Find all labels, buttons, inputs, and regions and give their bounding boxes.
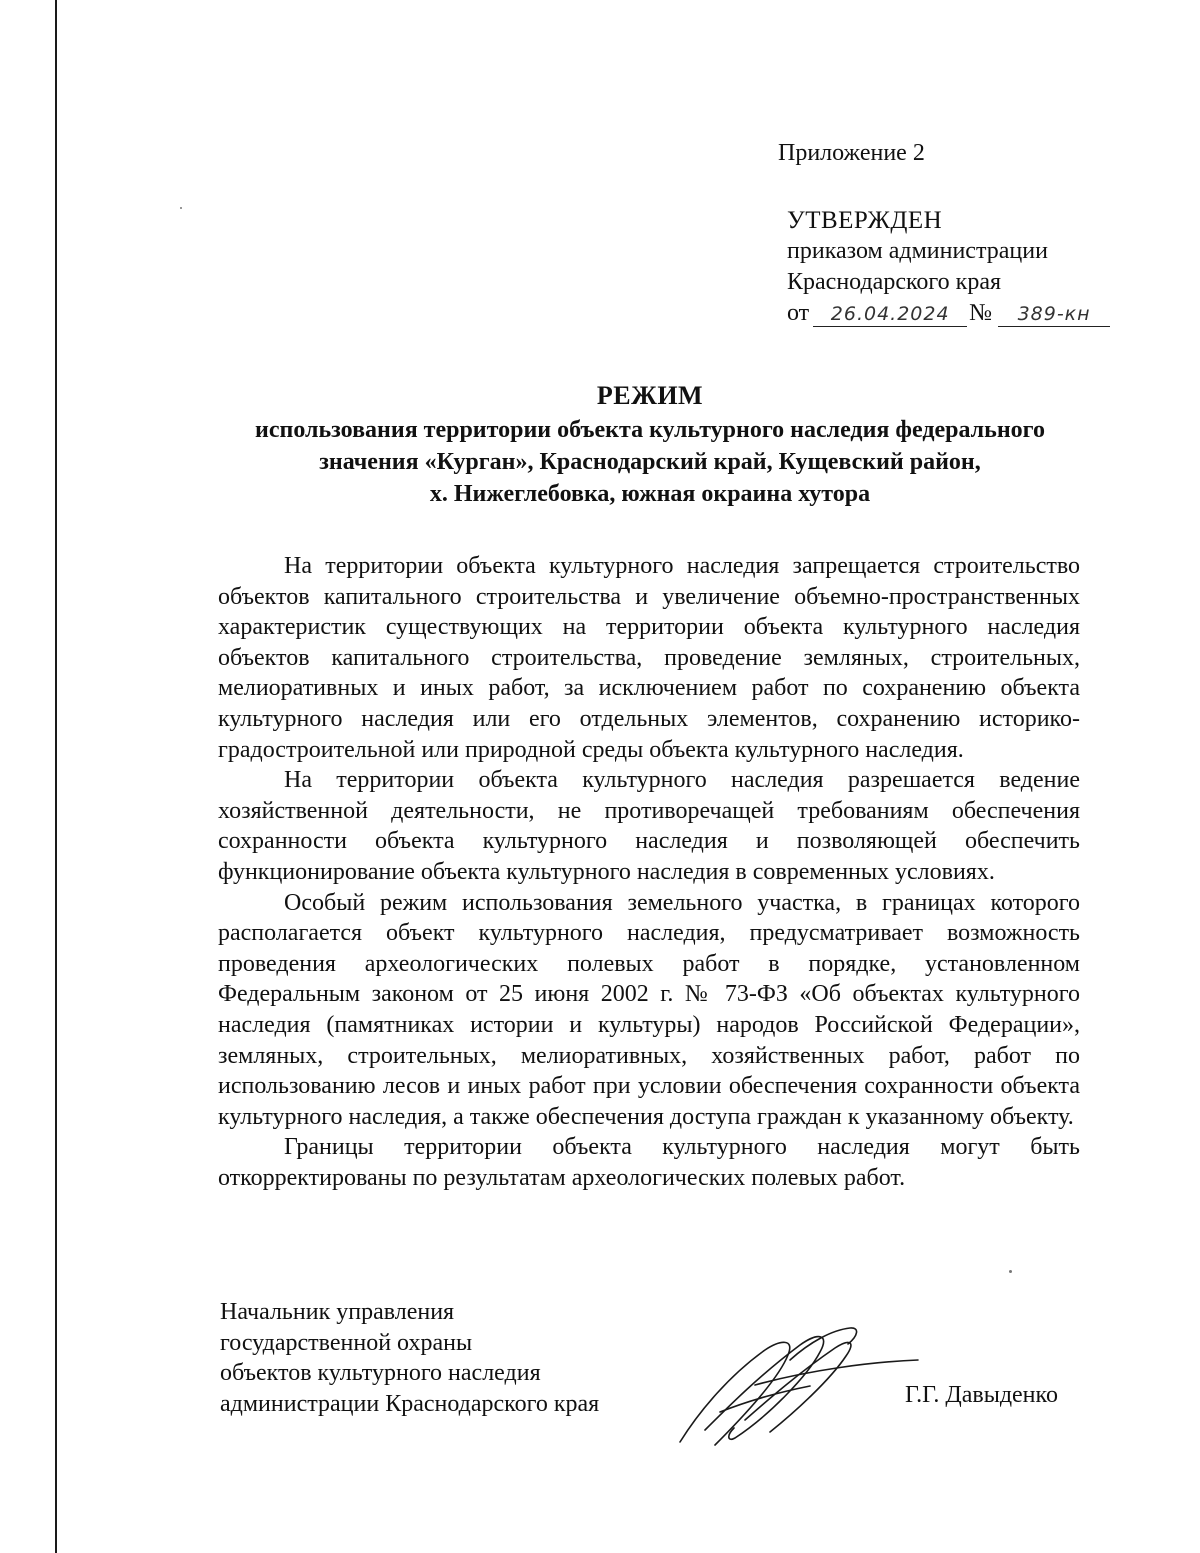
signer-position-line-1: Начальник управления xyxy=(220,1299,455,1325)
approved-by-line: приказом администрации xyxy=(787,238,1048,264)
number-sign: № xyxy=(969,300,993,326)
body-paragraph-1: На территории объекта культурного наследия запрещается строительство объектов капитального строительства и увеличение объемно-пространственных характеристик существующих на территории объекта культурного наследия объектов капитального строительства, проведение земляных, строительных, мелиоративных и иных работ, за исключением работ по сохранению объекта культурного наследия или его отдельных элементов, сохранению историко-градостроительной или природной среды объекта культурного наследия. xyxy=(218,553,1080,763)
order-reference-line xyxy=(787,298,1110,329)
order-date-field: 26.04.2024 xyxy=(813,302,967,327)
body-paragraph-3: Особый режим использования земельного участка, в границах которого располагается объект культурного наследия, предусматривает возможность проведения археологических полевых работ в порядке, установленном Федеральным законом от 25 июня 2002 г. № 73-ФЗ «Об объектах культурного наследия (памятниках истории и культуры) народов Российской Федерации», земляных, строительных, мелиоративных, хозяйственных работ, работ по использованию лесов и иных работ при условии обеспечения сохранности объекта культурного наследия, а также обеспечения доступа граждан к указанному объекту. xyxy=(218,889,1080,1130)
scan-speck xyxy=(1009,1270,1012,1273)
signer-position-line-3: объектов культурного наследия xyxy=(220,1360,541,1386)
handwritten-signature xyxy=(660,1320,930,1460)
date-prefix: от xyxy=(787,300,810,326)
approved-stamp-text: УТВЕРЖДЕН xyxy=(787,207,943,234)
approved-by-region: Краснодарского края xyxy=(787,269,1002,295)
signer-name: Г.Г. Давыденко xyxy=(905,1382,1058,1408)
body-paragraph-2: На территории объекта культурного наследия разрешается ведение хозяйственной деятельности, не противоречащей требованиям обеспечения сохранности объекта культурного наследия и позволяющей обеспечить функционирование объекта культурного наследия в современных условиях. xyxy=(218,767,1080,885)
title-main: РЕЖИМ xyxy=(596,381,704,410)
document-body xyxy=(218,551,1080,1193)
title-line-2: значения «Курган», Краснодарский край, Кущевский район, xyxy=(319,449,981,475)
appendix-label: Приложение 2 xyxy=(778,140,925,166)
signer-position xyxy=(220,1297,599,1419)
body-paragraph-4: Границы территории объекта культурного наследия могут быть откорректированы по результатам археологических полевых работ. xyxy=(218,1134,1080,1191)
approval-block xyxy=(787,205,1110,329)
title-line-1: использования территории объекта культурного наследия федерального xyxy=(255,417,1045,443)
scan-speck xyxy=(180,207,182,209)
title-line-3: х. Нижеглебовка, южная окраина хутора xyxy=(429,481,871,507)
signer-position-line-2: государственной охраны xyxy=(220,1329,473,1356)
document-title xyxy=(210,380,1090,510)
signer-position-line-4: администрации Краснодарского края xyxy=(220,1390,600,1417)
scan-page-edge xyxy=(55,0,57,1553)
order-number-field: 389-кн xyxy=(998,302,1110,327)
